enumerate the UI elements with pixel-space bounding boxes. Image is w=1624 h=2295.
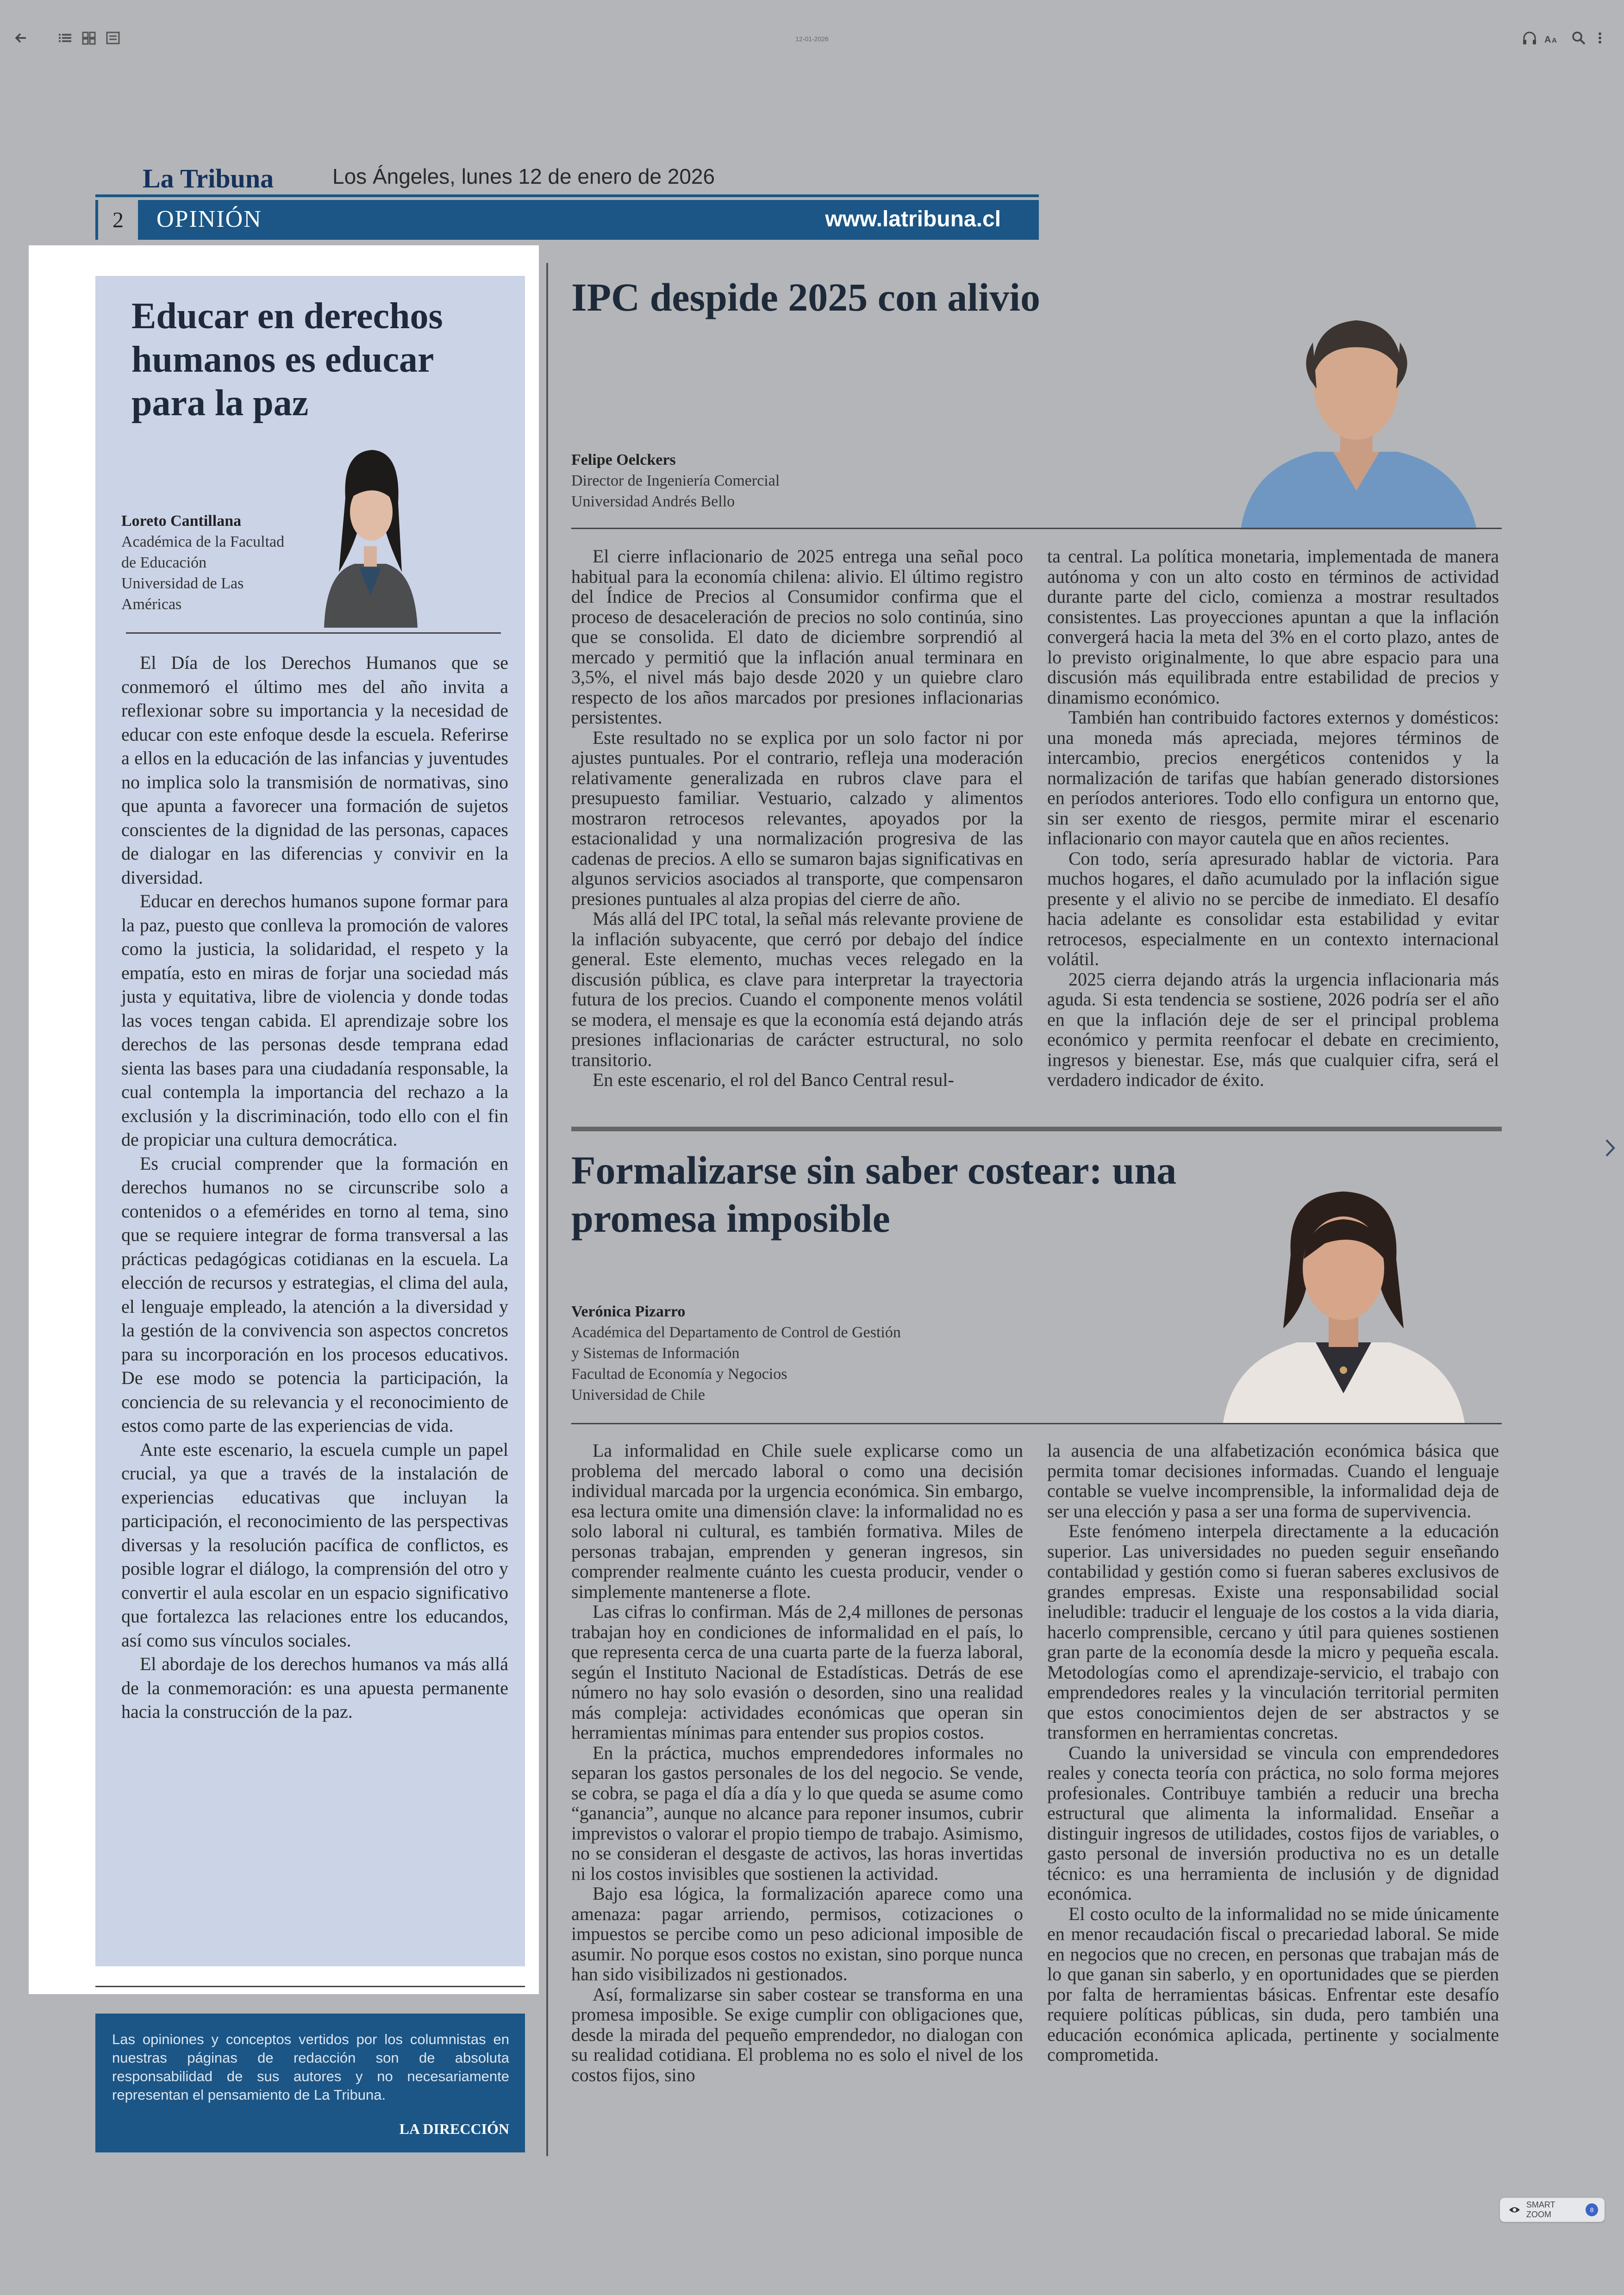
author-role: y Sistemas de Información xyxy=(571,1345,740,1362)
paragraph: El costo oculto de la informalidad no se mide únicamente en menor recaudación fiscal o precariedad laboral. Se mide en negocios que no crecen, en personas que trabajan más de lo que ganan sin saberlo, y en oportunidades que se pierden por falta de herramientas básicas. Enfrentar este desafío requiere políticas públicas, sin duda, pero también una educación económica aplicada, pertinente y socialmente comprometida. xyxy=(1047,1903,1499,2065)
author-name: Felipe Oelckers xyxy=(571,451,676,468)
svg-text:A: A xyxy=(1544,35,1551,45)
paragraph: Ante este escenario, la escuela cumple un papel crucial, ya que a través de la instalación de experiencias educativas que incluyan la participación, el reconocimiento de las perspectivas diversas y la resolución pacífica de conflictos, es posible lograr el diálogo, la comprensión del otro y convertir el aula escolar en un espacio significativo que fortalezca las relaciones entre los educandos, así como sus vínculos sociales. xyxy=(121,1439,508,1651)
article2-rule xyxy=(571,1423,1502,1424)
author-name: Loreto Cantillana xyxy=(121,512,242,530)
paragraph: El Día de los Derechos Humanos que se conmemoró el último mes del año invita a reflexionar sobre su importancia y la necesidad de educar con este enfoque desde la escuela. Referirse a ellos en la educación de las infancias y juventudes no implica solo la transmisión de normativas, sino que apunta a favorecer una formación de sujetos conscientes de la dignidad de las personas, capaces de dialogar en las diferencias y convivir en la diversidad. xyxy=(121,652,508,888)
article2-byline xyxy=(571,1302,1173,1405)
font-size-icon[interactable] xyxy=(1543,29,1562,47)
author-role: Universidad Andrés Bello xyxy=(571,493,735,510)
author-role: Universidad de Las xyxy=(121,575,244,592)
left-article-body xyxy=(121,651,508,1724)
section-name: OPINIÓN xyxy=(156,206,262,232)
paragraph: la ausencia de una alfabetización económica básica que permita tomar decisiones informadas. Cuando el lenguaje contable se vuelve incomprensible, la informalidad deja de ser una elección y pasa a ser una forma de supervivencia. xyxy=(1047,1440,1499,1522)
headphones-icon[interactable] xyxy=(1520,29,1539,47)
paragraph: Cuando la universidad se vincula con emprendedores reales y conecta teoría con práctica, no solo forma mejores profesionales. Contribuye también a reducir una brecha estructural que alimenta la informalidad. Enseñar a distinguir ingresos de utilidades, costos fijos de variables, o gasto personal de inversión productiva no es un detalle técnico: es una herramienta de inclusión y de dignidad económica. xyxy=(1047,1742,1499,1904)
author-photo-loreto xyxy=(310,433,431,628)
paragraph: Educar en derechos humanos supone formar para la paz, puesto que conlleva la promoción de valores como la justicia, la solidaridad, el respeto y la empatía, esto en miras de forjar una sociedad más justa y equitativa, libre de violencia y donde todas las voces tengan cabida. El aprendizaje sobre los derechos de las personas desde temprana edad sienta las bases para una ciudadanía responsable, la cual contempla la importancia del rechazo a la exclusión y la discriminación, todo ello con el fin de propiciar una cultura democrática. xyxy=(121,891,508,1150)
left-article[interactable] xyxy=(95,276,525,1966)
author-photo-veronica xyxy=(1209,1153,1478,1423)
eye-icon xyxy=(1508,2205,1521,2214)
article1-column-2 xyxy=(1047,546,1499,1090)
page-view-icon[interactable] xyxy=(104,29,122,47)
dateline: Los Ángeles, lunes 12 de enero de 2026 xyxy=(332,164,715,188)
paragraph: También han contribuido factores externos y domésticos: una moneda más apreciada, mejores términos de intercambio, precios energéticos contenidos y la normalización de tarifas que habían generado distorsiones en períodos anteriores. Todo ello configura un entorno que, sin ser exento de riesgos, permite mirar el escenario inflacionario con mayor cautela que en años recientes. xyxy=(1047,707,1499,848)
back-arrow-icon[interactable] xyxy=(12,29,31,47)
paragraph: Es crucial comprender que la formación en derechos humanos no se circunscribe solo a contenidos o a efemérides en torno al tema, sino que se requiere integrar de forma transversal a las prácticas pedagógicas cotidianas en la escuela. La elección de recursos y estrategias, el clima del aula, el lenguaje empleado, la atención a la diversidad y la gestión de la convivencia son aspectos concretos para su incorporación en los procesos educativos. De ese modo se potencia la participación, la conciencia de su relevancia y el reconocimiento de estos como parte de las experiencias de vida. xyxy=(121,1153,508,1436)
article1-title[interactable]: IPC despide 2025 con alivio xyxy=(571,275,1040,319)
article2-column-2 xyxy=(1047,1441,1499,2065)
paragraph: Con todo, sería apresurado hablar de victoria. Para muchos hogares, el daño acumulado por la inflación sigue presente y el alivio no se percibe de inmediato. El desafío hacia adelante es consolidar esta estabilidad y evitar retrocesos, especialmente en un contexto internacional volátil. xyxy=(1047,848,1499,969)
paragraph: Este resultado no se explica por un solo factor ni por ajustes puntuales. Por el contrario, refleja una moderación relativamente generalizada en rubros clave para el presupuesto familiar. Vestuario, calzado y alimentos mostraron retrocesos relevantes, apoyados por la estacionalidad y una normalización progresiva de las cadenas de precios. A ello se sumaron bajas significativas en algunos servicios asociados al transporte, que compensaron presiones puntuales al alza propias del cierre de año. xyxy=(571,727,1023,909)
article-separator xyxy=(571,1127,1502,1131)
author-role: Director de Ingeniería Comercial xyxy=(571,472,780,489)
article2-column-1 xyxy=(571,1441,1023,2085)
paragraph: 2025 cierra dejando atrás la urgencia inflacionaria más aguda. Si esta tendencia se sostiene, 2026 podría ser el año en que la inflación deje de ser el principal problema económico y permita reenfocar el debate en crecimiento, ingresos y bienestar. Ese, más que cualquier cifra, será el verdadero indicador de éxito. xyxy=(1047,968,1499,1090)
paragraph: La informalidad en Chile suele explicarse como un problema del mercado laboral o como una decisión individual marcada por la urgencia económica. Sin embargo, esa lectura omite una dimensión clave: la informalidad no es solo laboral ni cultural, es también formativa. Miles de personas trabajan, emprenden y generan ingresos, sin comprender realmente cuánto les cuesta producir, vender o simplemente mantenerse a flote. xyxy=(571,1440,1023,1602)
next-page-arrow-icon[interactable] xyxy=(1601,1136,1619,1160)
issue-date: 12-01-2026 xyxy=(795,35,829,43)
author-photo-felipe xyxy=(1222,278,1491,530)
left-article-byline xyxy=(121,511,316,615)
article1-rule xyxy=(571,528,1502,529)
paragraph: Bajo esa lógica, la formalización aparece como una amenaza: pagar arriendo, permisos, cotizaciones o impuestos se percibe como un peso adicional imposible de asumir. No porque esos costos no existan, sino porque nunca han sido visibilizados ni gestionados. xyxy=(571,1883,1023,1984)
list-view-icon[interactable] xyxy=(56,29,74,47)
column-divider xyxy=(546,263,548,2156)
paragraph: ta central. La política monetaria, implementada de manera autónoma y con un alto costo en términos de actividad durante parte del ciclo, comienza a mostrar resultados consistentes. Las proyecciones apuntan a que la inflación convergerá hacia la meta del 3% en el corto plazo, antes de lo previsto originalmente, lo que abre espacio para una discusión más equilibrada entre estabilidad de precios y dinamismo económico. xyxy=(1047,546,1499,708)
article2-title[interactable]: Formalizarse sin saber costear: una promesa imposible xyxy=(571,1148,1177,1241)
article1-byline xyxy=(571,450,988,512)
paragraph: El cierre inflacionario de 2025 entrega una señal poco habitual para la economía chilena: alivio. El último registro del Índice de Precios al Consumidor confirma que el proceso de desaceleración de precios no solo continúa, sino que se consolida. El dato de diciembre sorprendió al mercado y permitió que la inflación anual terminara en 3,5%, el nivel más bajo desde 2020 y un quiebre claro respecto de los años marcados por presiones inflacionarias persistentes. xyxy=(571,546,1023,728)
author-role: Américas xyxy=(121,596,182,613)
author-role: de Educación xyxy=(121,554,207,571)
website-url: www.latribuna.cl xyxy=(825,207,1001,231)
header-rule xyxy=(95,194,1039,197)
left-article-title: Educar en derechos humanos es educar para la paz xyxy=(131,296,443,424)
disclaimer-text: Las opiniones y conceptos vertidos por los columnistas en nuestras páginas de redacción son de absoluta responsabilidad de sus autores y no necesariamente representan el pensamiento de La Tribuna. xyxy=(112,2031,509,2103)
more-options-icon[interactable] xyxy=(1595,29,1614,47)
paragraph: Más allá del IPC total, la señal más relevante proviene de la inflación subyacente, que cerró por debajo del índice general. Este elemento, muchas veces relegado en la discusión pública, es clave para interpretar la trayectoria futura de los precios. Cuando el componente menos volátil se modera, el mensaje es que la economía está dejando atrás presiones inflacionarias de carácter estructural, no solo transitorio. xyxy=(571,908,1023,1070)
author-role: Académica de la Facultad xyxy=(121,533,285,550)
smart-zoom-label: SMART ZOOM xyxy=(1526,2200,1555,2219)
grid-view-icon[interactable] xyxy=(80,29,98,47)
paragraph: Este fenómeno interpela directamente a la educación superior. Las universidades no pueden seguir enseñando contabilidad y gestión como si fueran saberes exclusivos de grandes empresas. Existe una responsabilidad social ineludible: traducir el lenguaje de los costos a la vida diaria, hacerlo comprensible, cercano y útil para quienes sostienen gran parte de la economía desde la micro y pequeña escala. Metodologías como el aprendizaje-servicio, el trabajo con emprendedores reales y la vinculación territorial permiten que estos conocimientos dejen de ser abstractos y se transformen en herramientas concretas. xyxy=(1047,1521,1499,1743)
paragraph: El abordaje de los derechos humanos va más allá de la conmemoración: es una apuesta permanente hacia la construcción de la paz. xyxy=(121,1653,508,1722)
search-icon[interactable] xyxy=(1569,29,1588,47)
paragraph: Las cifras lo confirman. Más de 2,4 millones de personas trabajan hoy en condiciones de informalidad en el país, lo que representa cerca de una cuarta parte de la fuerza laboral, según el Instituto Nacional de Estadísticas. Detrás de ese número no hay solo evasión o desorden, sino una realidad más compleja: actividades económicas que operan sin herramientas mínimas para entender sus propios costos. xyxy=(571,1601,1023,1743)
smart-zoom-count: 8 xyxy=(1586,2203,1598,2216)
paragraph: Así, formalizarse sin saber costear se transforma en una promesa imposible. Se exige cumplir con obligaciones que, desde la mirada del pequeño emprendedor, no dialogan con su realidad cotidiana. El problema no es solo el nivel de los costos fijos, sino xyxy=(571,1983,1023,2085)
masthead: La Tribuna xyxy=(143,163,274,193)
author-role: Universidad de Chile xyxy=(571,1386,705,1403)
paragraph: En este escenario, el rol del Banco Central resul- xyxy=(593,1069,954,1090)
section-bar xyxy=(95,200,1039,240)
author-role: Académica del Departamento de Control de Gestión xyxy=(571,1324,901,1341)
smart-zoom-button[interactable] xyxy=(1500,2198,1605,2222)
page-number: 2 xyxy=(95,200,138,240)
article1-column-1 xyxy=(571,546,1023,1090)
author-role: Facultad de Economía y Negocios xyxy=(571,1366,787,1383)
editorial-disclaimer xyxy=(95,2014,525,2152)
author-name: Verónica Pizarro xyxy=(571,1303,686,1320)
svg-text:A: A xyxy=(1552,37,1557,44)
viewer-toolbar xyxy=(0,0,1624,79)
disclaimer-signature: LA DIRECCIÓN xyxy=(399,2120,509,2137)
paragraph: En la práctica, muchos emprendedores informales no separan los gastos personales de los del negocio. Se vende, se cobra, se paga el día a día y lo que queda se asume como “ganancia”, aunque no alcance para reponer insumos, cubrir imprevistos o valorar el propio tiempo de trabajo. Asimismo, no se consideran el desgaste de activos, las horas invertidas ni los costos invisibles que sostienen la actividad. xyxy=(571,1742,1023,1884)
byline-rule xyxy=(126,632,501,634)
left-bottom-rule xyxy=(95,1986,525,1987)
